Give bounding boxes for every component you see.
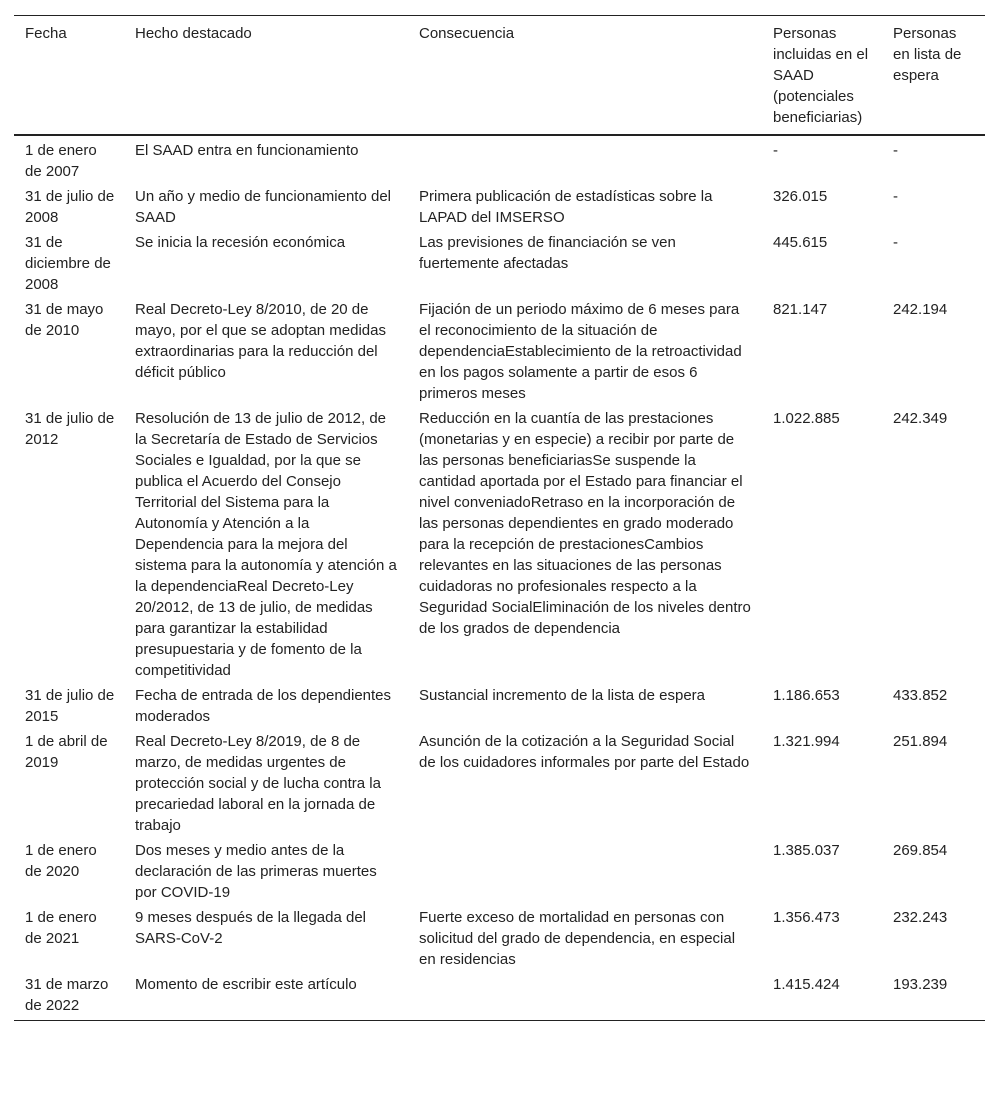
cell-fecha: 1 de abril de 2019 bbox=[25, 733, 108, 771]
header-personas-lista-espera: Personas en lista de espera bbox=[882, 16, 985, 136]
cell-fecha: 31 de mayo de 2010 bbox=[25, 301, 104, 339]
table-row bbox=[14, 728, 985, 837]
cell-fecha: 1 de enero de 2020 bbox=[25, 842, 97, 880]
cell-espera: 269.854 bbox=[893, 842, 948, 859]
cell-hecho: Resolución de 13 de julio de 2012, de la Secretaría de Estado de Servicios Sociales e Igualdad, por la que se publica el Acuerdo del Consejo Territorial del Sistema para la Autonomía y Atención a la Dependencia para la mejora del sistema para la autonomía y atención a la dependenciaReal Decreto-Ley 20/2012, de 13 de julio, de medidas para garantizar la estabilidad presupuestaria y de fomento de la competitividad bbox=[135, 410, 397, 679]
saad-timeline-table bbox=[14, 15, 985, 1021]
cell-hecho: 9 meses después de la llegada del SARS-CoV-2 bbox=[135, 909, 366, 947]
cell-hecho: Dos meses y medio antes de la declaración de las primeras muertes por COVID-19 bbox=[135, 842, 377, 901]
cell-fecha: 31 de diciembre de 2008 bbox=[25, 234, 111, 293]
cell-consecuencia bbox=[408, 971, 762, 1021]
cell-incluidas: 445.615 bbox=[773, 234, 828, 251]
cell-espera: - bbox=[893, 142, 898, 159]
header-hecho-destacado: Hecho destacado bbox=[124, 16, 408, 136]
header-consecuencia: Consecuencia bbox=[408, 16, 762, 136]
cell-consecuencia: Sustancial incremento de la lista de espera bbox=[419, 687, 705, 704]
cell-hecho: Real Decreto-Ley 8/2010, de 20 de mayo, por el que se adoptan medidas extraordinarias para la reducción del déficit público bbox=[135, 301, 386, 381]
cell-fecha: 1 de enero de 2021 bbox=[25, 909, 97, 947]
cell-consecuencia: Las previsiones de financiación se ven fuertemente afectadas bbox=[419, 234, 676, 272]
cell-consecuencia bbox=[408, 135, 762, 183]
cell-consecuencia: Fuerte exceso de mortalidad en personas con solicitud del grado de dependencia, en especial en residencias bbox=[419, 909, 736, 968]
cell-espera: 242.194 bbox=[893, 301, 948, 318]
header-fecha: Fecha bbox=[14, 16, 124, 136]
cell-espera: 242.349 bbox=[893, 410, 948, 427]
cell-hecho: Real Decreto-Ley 8/2019, de 8 de marzo, de medidas urgentes de protección social y de lucha contra la precariedad laboral en la jornada de trabajo bbox=[135, 733, 381, 834]
cell-espera: 232.243 bbox=[893, 909, 948, 926]
cell-espera: - bbox=[893, 234, 898, 251]
table-row bbox=[14, 971, 985, 1021]
table-row bbox=[14, 135, 985, 183]
cell-hecho: Momento de escribir este artículo bbox=[124, 971, 408, 1021]
cell-consecuencia: Asunción de la cotización a la Seguridad Social de los cuidadores informales por parte del Estado bbox=[419, 733, 750, 771]
cell-incluidas: 1.356.473 bbox=[773, 909, 840, 926]
cell-incluidas: 1.186.653 bbox=[773, 687, 840, 704]
cell-incluidas: 1.321.994 bbox=[773, 733, 840, 750]
table-row bbox=[14, 183, 985, 229]
cell-incluidas: 1.022.885 bbox=[773, 410, 840, 427]
cell-espera: 251.894 bbox=[893, 733, 948, 750]
table-header bbox=[14, 16, 985, 136]
cell-consecuencia: Fijación de un periodo máximo de 6 meses para el reconocimiento de la situación de dependenciaEstablecimiento de la retroactividad en los pagos solamente a partir de esos 6 primeros meses bbox=[419, 301, 742, 402]
cell-incluidas: 326.015 bbox=[773, 188, 828, 205]
cell-hecho: Un año y medio de funcionamiento del SAAD bbox=[135, 188, 391, 226]
cell-hecho: El SAAD entra en funcionamiento bbox=[135, 142, 359, 159]
cell-consecuencia: Primera publicación de estadísticas sobre la LAPAD del IMSERSO bbox=[419, 188, 713, 226]
table-row bbox=[14, 904, 985, 971]
cell-espera: 193.239 bbox=[882, 971, 985, 1021]
cell-consecuencia bbox=[408, 837, 762, 904]
table-row bbox=[14, 296, 985, 405]
table-row bbox=[14, 405, 985, 682]
cell-fecha: 31 de julio de 2012 bbox=[25, 410, 115, 448]
cell-hecho: Fecha de entrada de los dependientes moderados bbox=[135, 687, 392, 725]
cell-hecho: Se inicia la recesión económica bbox=[135, 234, 346, 251]
header-personas-incluidas: Personas incluidas en el SAAD (potenciales beneficiarias) bbox=[762, 16, 882, 136]
cell-incluidas: 1.415.424 bbox=[762, 971, 882, 1021]
cell-fecha: 31 de julio de 2008 bbox=[25, 188, 115, 226]
table-row bbox=[14, 837, 985, 904]
header-row bbox=[14, 16, 985, 136]
cell-espera: - bbox=[893, 188, 898, 205]
cell-incluidas: 1.385.037 bbox=[773, 842, 840, 859]
cell-fecha: 1 de enero de 2007 bbox=[25, 142, 97, 180]
cell-fecha: 31 de marzo de 2022 bbox=[14, 971, 124, 1021]
cell-fecha: 31 de julio de 2015 bbox=[25, 687, 115, 725]
table-row bbox=[14, 682, 985, 728]
table-body bbox=[14, 135, 985, 1021]
cell-incluidas: 821.147 bbox=[773, 301, 828, 318]
table-row bbox=[14, 229, 985, 296]
cell-incluidas: - bbox=[773, 142, 778, 159]
cell-consecuencia: Reducción en la cuantía de las prestaciones (monetarias y en especie) a recibir por parte de las personas beneficiariasSe suspende la cantidad aportada por el Estado para financiar el nivel conveniadoRetraso en la incorporación de las personas dependientes en grado moderado para la recepción de prestacionesCambios relevantes en las situaciones de las personas cuidadoras no profesionales respecto a la Seguridad SocialEliminación de los niveles dentro de los grados de dependencia bbox=[419, 410, 751, 637]
table-container bbox=[14, 15, 985, 1021]
cell-espera: 433.852 bbox=[893, 687, 948, 704]
